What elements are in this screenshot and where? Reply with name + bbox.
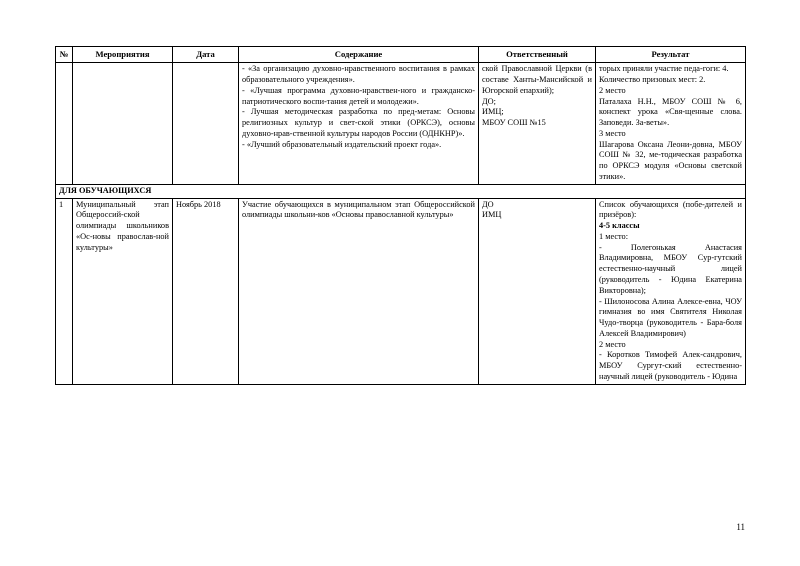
activities-table bbox=[55, 46, 746, 385]
responsible-paragraph: ИМЦ; bbox=[482, 107, 504, 117]
result-paragraph: - Полегонькая Анастасия Владимировна, МБОУ Сур-гутский естественно-научный лицей (руководитель - Юдина Екатерина Викторовна); bbox=[599, 242, 742, 295]
column-header-responsible: Ответственный bbox=[479, 47, 596, 63]
table-header-row bbox=[56, 47, 746, 63]
table-header bbox=[56, 47, 746, 63]
result-paragraph: Количество призовых мест: 2. bbox=[599, 74, 706, 84]
table-section-row bbox=[56, 184, 746, 198]
cell-content bbox=[239, 198, 479, 384]
result-paragraph: Паталаха Н.Н., МБОУ СОШ № 6, конспект урока «Свя-щенные слова. Заповеди. За-веты». bbox=[599, 96, 742, 128]
section-header-label: ДЛЯ ОБУЧАЮЩИХСЯ bbox=[56, 184, 746, 198]
cell-event: Муниципальный этап Общероссий-ской олимпиады школьников «Ос-новы православ-ной культуры» bbox=[73, 198, 173, 384]
content-paragraph: - Лучшая методическая разработка по пред-метам: Основы религиозных культур и свет-ской этики (ОРКСЭ), основы духовно-нрав-ственной культуры народов России (ОДНКНР)». bbox=[242, 107, 475, 138]
result-paragraph: торых приняли участие педа-гоги: 4. bbox=[599, 64, 729, 74]
responsible-paragraph: ДО bbox=[482, 199, 494, 209]
result-paragraph: 3 место bbox=[599, 128, 626, 138]
cell-date bbox=[173, 63, 239, 185]
result-paragraph: Список обучающихся (побе-дителей и призёров): bbox=[599, 199, 742, 220]
table-row bbox=[56, 63, 746, 185]
column-header-event: Мероприятия bbox=[73, 47, 173, 63]
cell-responsible bbox=[479, 198, 596, 384]
cell-responsible bbox=[479, 63, 596, 185]
responsible-paragraph: ИМЦ bbox=[482, 210, 502, 220]
responsible-paragraph: ской Православной Церкви (в составе Ханты-Мансийской и Югорской епархий); bbox=[482, 64, 592, 95]
cell-result bbox=[596, 63, 746, 185]
result-paragraph: 4-5 классы bbox=[599, 221, 640, 231]
cell-number bbox=[56, 63, 73, 185]
cell-event bbox=[73, 63, 173, 185]
content-paragraph: Участие обучающихся в муниципальном этап Общероссийской олимпиады школьни-ков «Основы православной культуры» bbox=[242, 199, 475, 220]
cell-result bbox=[596, 198, 746, 384]
result-paragraph: - Шилоносова Алина Алексе-евна, ЧОУ гимназия во имя Святителя Николая Чудо-творца (руководитель - Бара-боля Алексей Владимирович) bbox=[599, 296, 742, 338]
column-header-result: Результат bbox=[596, 47, 746, 63]
result-paragraph: 2 место bbox=[599, 85, 626, 95]
cell-content bbox=[239, 63, 479, 185]
responsible-paragraph: МБОУ СОШ №15 bbox=[482, 118, 546, 128]
page-number: 11 bbox=[736, 522, 745, 532]
result-paragraph: 2 место bbox=[599, 339, 626, 349]
cell-number: 1 bbox=[56, 198, 73, 384]
result-paragraph: 1 место: bbox=[599, 231, 629, 241]
cell-date: Ноябрь 2018 bbox=[173, 198, 239, 384]
column-header-date: Дата bbox=[173, 47, 239, 63]
content-paragraph: - «За организацию духовно-нравственного воспитания в рамках образовательного учреждения». bbox=[242, 64, 475, 84]
column-header-content: Содержание bbox=[239, 47, 479, 63]
result-paragraph: - Коротков Тимофей Алек-сандрович, МБОУ Сургут-ский естественно-научный лицей (руководитель - Юдина bbox=[599, 350, 742, 382]
column-header-number: № bbox=[56, 47, 73, 63]
content-paragraph: - «Лучший образовательный издательский проект года». bbox=[242, 139, 442, 149]
result-paragraph: Шагарова Оксана Леони-довна, МБОУ СОШ № 32, ме-тодическая разработка по ОРКСЭ модуля «Основы светской этики». bbox=[599, 139, 742, 181]
responsible-paragraph: ДО; bbox=[482, 96, 496, 106]
content-paragraph: - «Лучшая программа духовно-нравствен-ного и гражданско-патриотического воспи-тания детей и молодежи». bbox=[242, 85, 475, 106]
table-row bbox=[56, 198, 746, 384]
table-body bbox=[56, 63, 746, 385]
